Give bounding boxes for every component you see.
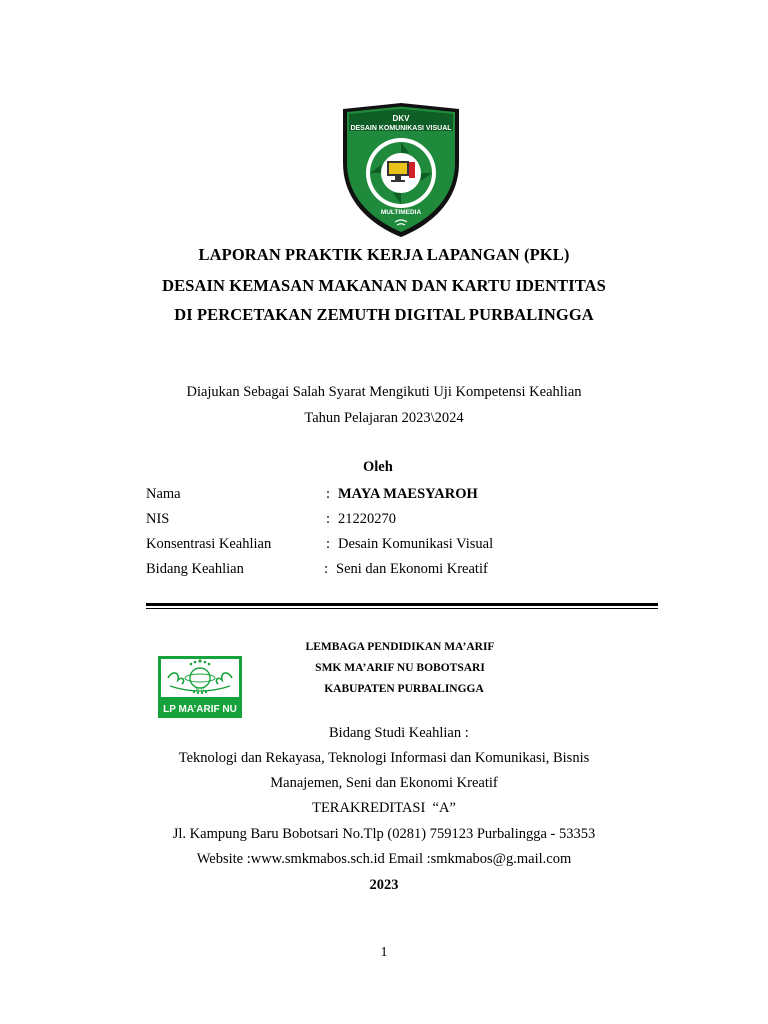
info-label: NIS <box>146 511 170 527</box>
footer-line-3: Manajemen, Seni dan Ekonomi Kreatif <box>270 775 498 791</box>
svg-text:LP MA’ARIF NU: LP MA’ARIF NU <box>163 704 237 715</box>
title-line-3: DI PERCETAKAN ZEMUTH DIGITAL PURBALINGGA <box>174 305 594 324</box>
info-colon: : <box>326 511 331 527</box>
info-value-bidang: Seni dan Ekonomi Kreatif <box>336 561 488 577</box>
contact-line: Website :www.smkmabos.sch.id Email :smkmabos@g.mail.com <box>196 851 572 867</box>
subtitle-line-1: Diajukan Sebagai Salah Syarat Mengikuti Uji Kompetensi Keahlian <box>186 384 582 400</box>
title-line-1: LAPORAN PRAKTIK KERJA LAPANGAN (PKL) <box>198 245 570 264</box>
info-colon: : <box>324 561 329 577</box>
info-row-konsentrasi <box>146 534 646 554</box>
svg-text:DESAIN KOMUNIKASI VISUAL: DESAIN KOMUNIKASI VISUAL <box>350 125 452 132</box>
title-line-2: DESAIN KEMASAN MAKANAN DAN KARTU IDENTITAS <box>162 276 606 295</box>
info-label: Konsentrasi Keahlian <box>146 536 272 552</box>
divider-thick <box>146 603 658 606</box>
info-label: Nama <box>146 486 181 502</box>
footer-bidang-studi: Bidang Studi Keahlian : <box>329 725 469 741</box>
info-row-bidang <box>146 559 646 579</box>
accreditation: TERAKREDITASI “A” <box>312 800 456 816</box>
lp-maarif-nu-logo <box>158 656 242 718</box>
info-row-nis <box>146 509 646 529</box>
page-number: 1 <box>380 945 388 960</box>
svg-text:MULTIMEDIA: MULTIMEDIA <box>380 209 422 216</box>
footer-line-2: Teknologi dan Rekayasa, Teknologi Informasi dan Komunikasi, Bisnis <box>178 750 590 766</box>
year: 2023 <box>369 877 399 893</box>
divider-thin <box>146 608 658 609</box>
info-colon: : <box>326 536 331 552</box>
info-value-konsentrasi: Desain Komunikasi Visual <box>338 536 494 552</box>
subtitle-line-2: Tahun Pelajaran 2023\2024 <box>304 410 464 426</box>
institution-line-2: SMK MA’ARIF NU BOBOTSARI <box>315 662 485 674</box>
svg-text:DKV: DKV <box>392 114 410 123</box>
info-value-name: MAYA MAESYAROH <box>338 486 478 502</box>
dkv-multimedia-logo <box>339 101 463 239</box>
author-heading: Oleh <box>363 459 393 475</box>
svg-text:N U: N U <box>195 688 205 694</box>
institution-line-1: LEMBAGA PENDIDIKAN MA’ARIF <box>305 641 495 653</box>
institution-line-3: KABUPATEN PURBALINGGA <box>324 683 484 695</box>
info-value-nis: 21220270 <box>338 511 396 527</box>
info-colon: : <box>326 486 331 502</box>
info-row-nama <box>146 484 646 504</box>
address: Jl. Kampung Baru Bobotsari No.Tlp (0281) 759123 Purbalingga - 53353 <box>172 826 596 842</box>
info-label: Bidang Keahlian <box>146 561 244 577</box>
